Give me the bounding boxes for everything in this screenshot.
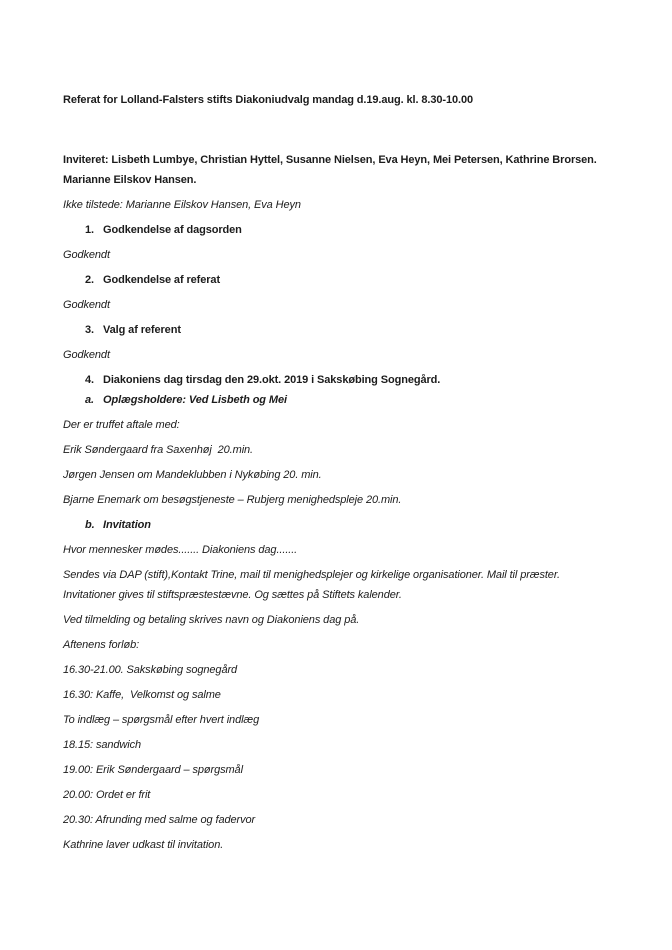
paragraph-line: 16.30: Kaffe, Velkomst og salme xyxy=(63,689,221,701)
paragraph xyxy=(63,660,642,680)
paragraph-line: Invitation xyxy=(103,519,151,531)
list-item xyxy=(85,270,642,290)
paragraph xyxy=(63,835,642,855)
paragraph-line: Diakoniens dag tirsdag den 29.okt. 2019 i Sakskøbing Sognegård. xyxy=(103,374,441,386)
paragraph xyxy=(63,810,642,830)
list-item xyxy=(85,320,642,340)
paragraph xyxy=(63,785,642,805)
list-item-content xyxy=(103,270,220,290)
paragraph xyxy=(63,295,642,315)
list-item-content xyxy=(103,390,287,410)
paragraph xyxy=(63,465,642,485)
list-item xyxy=(85,390,642,410)
paragraph xyxy=(63,245,642,265)
list-item xyxy=(85,370,642,390)
list-item-content xyxy=(103,515,151,535)
paragraph-line: Godkendt xyxy=(63,299,110,311)
paragraph-line: Valg af referent xyxy=(103,324,181,336)
paragraph-line: Godkendelse af referat xyxy=(103,274,221,286)
paragraph xyxy=(63,760,642,780)
paragraph xyxy=(63,610,642,630)
paragraph xyxy=(63,345,642,365)
document-title: Referat for Lolland-Falsters stifts Diakoniudvalg mandag d.19.aug. kl. 8.30-10.00 xyxy=(63,94,474,106)
list-marker: 3. xyxy=(85,324,94,336)
list-item-content xyxy=(103,320,181,340)
list-marker: 2. xyxy=(85,274,94,286)
paragraph-line: 20.30: Afrunding med salme og fadervor xyxy=(63,814,256,826)
paragraph-line: Sendes via DAP (stift),Kontakt Trine, mail til menighedsplejer og kirkelige organisationer. Mail til præster. xyxy=(63,569,560,581)
paragraph-line: Erik Søndergaard fra Saxenhøj 20.min. xyxy=(63,444,254,456)
list-marker: a. xyxy=(85,394,94,406)
paragraph-line: Jørgen Jensen om Mandeklubben i Nykøbing 20. min. xyxy=(63,469,322,481)
paragraph-line: To indlæg – spørgsmål efter hvert indlæg xyxy=(63,714,260,726)
paragraph-line: Marianne Eilskov Hansen. xyxy=(63,174,197,186)
list-item-content xyxy=(103,220,242,240)
paragraph-line: Hvor mennesker mødes....... Diakoniens dag....... xyxy=(63,544,298,556)
paragraph-line: Godkendt xyxy=(63,249,110,261)
paragraph-line: Invitationer gives til stiftspræstestævne. Og sættes på Stiftets kalender. xyxy=(63,589,402,601)
paragraph xyxy=(63,735,642,755)
paragraph-line: Inviteret: Lisbeth Lumbye, Christian Hyttel, Susanne Nielsen, Eva Heyn, Mei Petersen, Kathrine Brorsen. xyxy=(63,154,597,166)
paragraph-line: Godkendelse af dagsorden xyxy=(103,224,242,236)
list-item xyxy=(85,515,642,535)
paragraph-line: 16.30-21.00. Sakskøbing sognegård xyxy=(63,664,238,676)
paragraph-line: Ikke tilstede: Marianne Eilskov Hansen, Eva Heyn xyxy=(63,199,301,211)
document-body xyxy=(63,150,642,855)
list-marker: 1. xyxy=(85,224,94,236)
paragraph xyxy=(63,565,642,605)
list-marker: b. xyxy=(85,519,95,531)
paragraph-line: Godkendt xyxy=(63,349,110,361)
paragraph-line: 19.00: Erik Søndergaard – spørgsmål xyxy=(63,764,243,776)
list-marker: 4. xyxy=(85,374,94,386)
paragraph xyxy=(63,195,642,215)
paragraph xyxy=(63,440,642,460)
list-item-content xyxy=(103,370,440,390)
paragraph xyxy=(63,150,642,190)
paragraph xyxy=(63,710,642,730)
paragraph xyxy=(63,540,642,560)
paragraph xyxy=(63,415,642,435)
paragraph-line: Aftenens forløb: xyxy=(63,639,140,651)
paragraph-line: Oplægsholdere: Ved Lisbeth og Mei xyxy=(103,394,287,406)
paragraph xyxy=(63,685,642,705)
list-item xyxy=(85,220,642,240)
paragraph-line: Kathrine laver udkast til invitation. xyxy=(63,839,224,851)
paragraph-line: Bjarne Enemark om besøgstjeneste – Rubjerg menighedspleje 20.min. xyxy=(63,494,402,506)
paragraph-line: Ved tilmelding og betaling skrives navn og Diakoniens dag på. xyxy=(63,614,360,626)
paragraph-line: 20.00: Ordet er frit xyxy=(63,789,151,801)
paragraph xyxy=(63,635,642,655)
paragraph-line: 18.15: sandwich xyxy=(63,739,141,751)
paragraph xyxy=(63,490,642,510)
paragraph-line: Der er truffet aftale med: xyxy=(63,419,180,431)
